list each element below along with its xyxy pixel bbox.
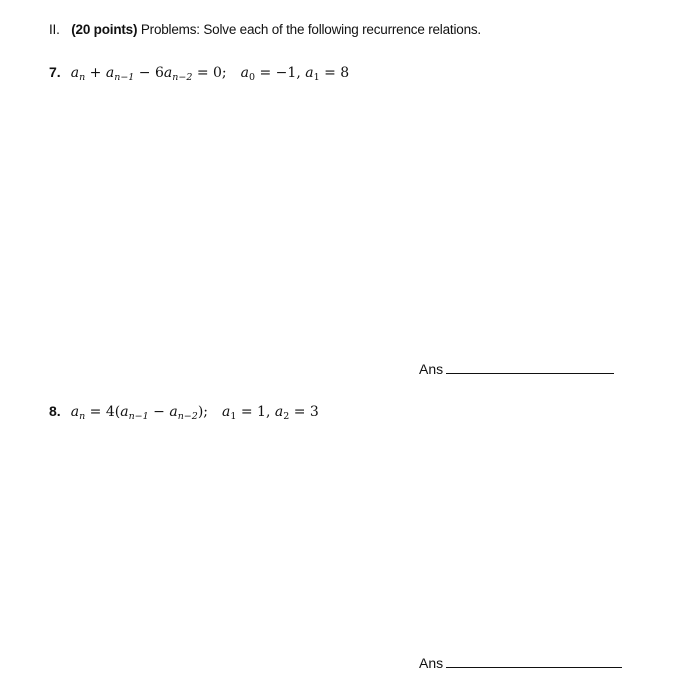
section-number: II. <box>49 22 60 37</box>
section-instruction: Problems: Solve each of the following recurrence relations. <box>140 22 481 37</box>
problem-number: 7. <box>49 64 61 80</box>
answer-line-8[interactable] <box>419 655 622 671</box>
answer-label: Ans <box>419 361 444 377</box>
problem-number: 8. <box>49 403 61 419</box>
problem-8 <box>49 403 319 420</box>
answer-blank[interactable] <box>446 372 614 374</box>
section-heading <box>49 22 481 37</box>
problem-7-equation: $a_n + a_{n-1} - 6a_{n-2} = 0$; $a_0 = -1$, $a_1 = 8$ <box>70 65 350 83</box>
section-points: (20 points) <box>71 22 138 37</box>
problem-8-equation: $a_n = 4(a_{n-1} - a_{n-2})$; $a_1 = 1$, $a_2 = 3$ <box>70 404 319 422</box>
problem-7 <box>49 64 349 81</box>
answer-line-7[interactable] <box>419 361 614 377</box>
answer-label: Ans <box>419 655 444 671</box>
answer-blank[interactable] <box>446 666 622 668</box>
